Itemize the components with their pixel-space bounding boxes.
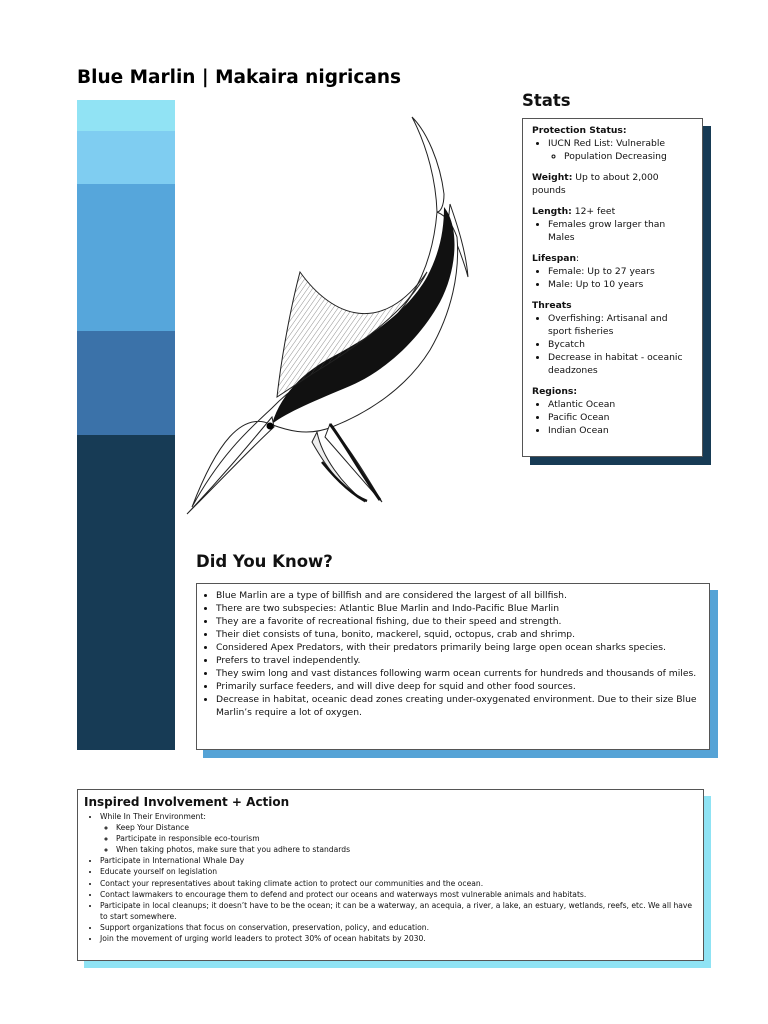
- fact-item: • Prefers to travel independently.: [216, 654, 703, 667]
- threats-item: • Overfishing: Artisanal and sport fisheries: [548, 312, 694, 338]
- action-item: • Participate in local cleanups; it doesn’t have to be the ocean; it can be a waterway, an acequia, a river, a lake, an estuary, wetlands, reefs, etc. We all have to start somewhere.: [100, 900, 695, 922]
- protection-section: [532, 124, 694, 163]
- action-item: • Join the movement of urging world leaders to protect 30% of ocean habitats by 2030.: [100, 933, 695, 944]
- lifespan-item: • Male: Up to 10 years: [548, 278, 694, 291]
- protection-sub-item: ◦ Population Decreasing: [564, 150, 694, 163]
- involvement-card: [77, 789, 704, 961]
- page-title: Blue Marlin | Makaira nigricans: [77, 67, 402, 88]
- protection-label: Protection Status:: [532, 125, 627, 136]
- involvement-heading: Inspired Involvement + Action: [84, 795, 290, 809]
- length-item: • Females grow larger than Males: [548, 218, 694, 244]
- action-sub-item: ◦ Keep Your Distance: [116, 822, 695, 833]
- fact-item: • Blue Marlin are a type of billfish and are considered the largest of all billfish.: [216, 589, 703, 602]
- threats-item: • Decrease in habitat - oceanic deadzones: [548, 351, 694, 377]
- weight-label: Weight:: [532, 172, 573, 183]
- action-item: • Support organizations that focus on conservation, preservation, policy, and education.: [100, 922, 695, 933]
- length-value: 12+ feet: [571, 206, 616, 217]
- regions-item: • Atlantic Ocean: [548, 398, 694, 411]
- regions-item: • Pacific Ocean: [548, 411, 694, 424]
- weight-section: [532, 171, 694, 197]
- action-item: • Educate yourself on legislation: [100, 866, 695, 877]
- regions-item: • Indian Ocean: [548, 424, 694, 437]
- regions-section: [532, 385, 694, 437]
- action-sub-item: ◦ Participate in responsible eco-tourism: [116, 833, 695, 844]
- stats-card: [522, 118, 703, 457]
- regions-label: Regions:: [532, 386, 578, 397]
- length-label: Length:: [532, 206, 572, 217]
- lifespan-item: • Female: Up to 27 years: [548, 265, 694, 278]
- blue-marlin-illustration: [182, 112, 482, 517]
- color-band-5: [77, 435, 175, 750]
- fact-item: • They swim long and vast distances following warm ocean currents for hundreds and thousands of miles.: [216, 667, 703, 680]
- fact-item: • Their diet consists of tuna, bonito, mackerel, squid, octopus, crab and shrimp.: [216, 628, 703, 641]
- fact-item: • There are two subspecies: Atlantic Blue Marlin and Indo-Pacific Blue Marlin: [216, 602, 703, 615]
- weight-value: Up to about 2,000 pounds: [532, 172, 659, 196]
- fact-item: • Considered Apex Predators, with their predators primarily being large open ocean sharks species.: [216, 641, 703, 654]
- did-you-know-heading: Did You Know?: [196, 552, 333, 571]
- color-band-4: [77, 331, 175, 435]
- action-item: • Contact your representatives about taking climate action to protect our communities and the ocean.: [100, 878, 695, 889]
- action-item: • Participate in International Whale Day: [100, 855, 695, 866]
- color-band-3: [77, 184, 175, 331]
- threats-item: • Bycatch: [548, 338, 694, 351]
- action-item: • Contact lawmakers to encourage them to defend and protect our oceans and waterways most vulnerable animals and habitats.: [100, 889, 695, 900]
- did-you-know-card: [196, 583, 710, 750]
- lifespan-section: Lifespan: • Female: Up to 27 years • Male: Up to 10 years: [532, 252, 694, 291]
- lifespan-label: Lifespan: [532, 253, 577, 264]
- fact-item: • Primarily surface feeders, and will dive deep for squid and other food sources.: [216, 680, 703, 693]
- threats-section: [532, 299, 694, 377]
- fact-item: • Decrease in habitat, oceanic dead zones creating under-oxygenated environment. Due to their size Blue Marlin’s require a lot of oxygen.: [216, 693, 703, 719]
- threats-label: Threats: [532, 300, 572, 311]
- length-section: [532, 205, 694, 244]
- color-band-2: [77, 131, 175, 184]
- stats-heading: Stats: [522, 91, 571, 110]
- color-band-1: [77, 100, 175, 131]
- action-sub-item: ◦ When taking photos, make sure that you adhere to standards: [116, 844, 695, 855]
- fact-item: • They are a favorite of recreational fishing, due to their speed and strength.: [216, 615, 703, 628]
- action-item: • While In Their Environment: ◦ Keep Your Distance ◦ Participate in responsible eco-tourism ◦ When taking photos, make sure that you adhere to standards: [100, 811, 695, 855]
- protection-item: • IUCN Red List: Vulnerable ◦ Population Decreasing: [548, 137, 694, 163]
